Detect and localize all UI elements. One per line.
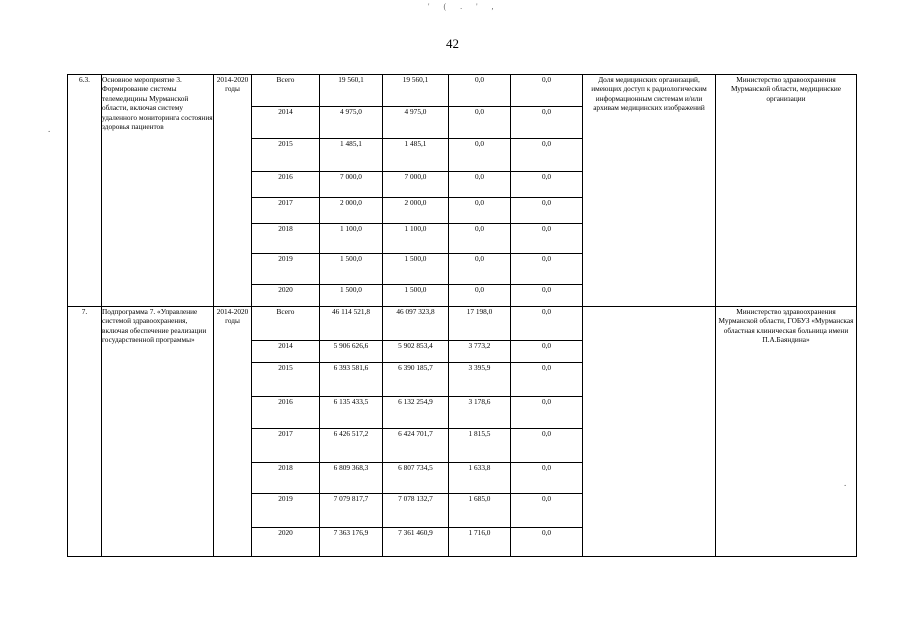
regional-budget-cell: 5 902 853,4 [383, 341, 449, 363]
total-funding-cell: 7 000,0 [320, 172, 383, 198]
year-cell: 2016 [252, 172, 320, 198]
total-funding-cell: 46 114 521,8 [320, 307, 383, 341]
year-cell: 2014 [252, 341, 320, 363]
other-sources-cell: 0,0 [511, 397, 583, 429]
table-row [68, 307, 857, 341]
indicator-cell: Доля медицинских организаций, имеющих доступ к радиологическим информационным системам и/или архивам медицинских изображений [583, 75, 716, 307]
total-funding-cell: 4 975,0 [320, 107, 383, 139]
federal-budget-cell: 1 685,0 [449, 494, 511, 528]
other-sources-cell: 0,0 [511, 198, 583, 224]
other-sources-cell: 0,0 [511, 172, 583, 198]
scan-artifact: ' ( . ' , [428, 2, 500, 11]
total-funding-cell: 19 560,1 [320, 75, 383, 107]
regional-budget-cell: 19 560,1 [383, 75, 449, 107]
year-cell: 2018 [252, 224, 320, 254]
year-cell: 2015 [252, 363, 320, 397]
other-sources-cell: 0,0 [511, 341, 583, 363]
year-cell: Всего [252, 307, 320, 341]
section-number: 6.3. [68, 75, 102, 307]
year-cell: 2018 [252, 463, 320, 494]
regional-budget-cell: 6 390 185,7 [383, 363, 449, 397]
scan-artifact: . [844, 478, 847, 488]
other-sources-cell: 0,0 [511, 429, 583, 463]
federal-budget-cell: 3 773,2 [449, 341, 511, 363]
regional-budget-cell: 6 807 734,5 [383, 463, 449, 494]
federal-budget-cell: 0,0 [449, 75, 511, 107]
year-cell: 2020 [252, 528, 320, 557]
other-sources-cell: 0,0 [511, 285, 583, 307]
other-sources-cell: 0,0 [511, 463, 583, 494]
regional-budget-cell: 46 097 323,8 [383, 307, 449, 341]
regional-budget-cell: 4 975,0 [383, 107, 449, 139]
total-funding-cell: 6 135 433,5 [320, 397, 383, 429]
regional-budget-cell: 2 000,0 [383, 198, 449, 224]
year-cell: 2019 [252, 254, 320, 285]
other-sources-cell: 0,0 [511, 254, 583, 285]
regional-budget-cell: 6 132 254,9 [383, 397, 449, 429]
year-cell: 2014 [252, 107, 320, 139]
other-sources-cell: 0,0 [511, 494, 583, 528]
other-sources-cell: 0,0 [511, 224, 583, 254]
total-funding-cell: 1 500,0 [320, 254, 383, 285]
federal-budget-cell: 3 178,6 [449, 397, 511, 429]
total-funding-cell: 7 079 817,7 [320, 494, 383, 528]
federal-budget-cell: 0,0 [449, 224, 511, 254]
total-funding-cell: 6 809 368,3 [320, 463, 383, 494]
year-cell: 2017 [252, 198, 320, 224]
total-funding-cell: 7 363 176,9 [320, 528, 383, 557]
regional-budget-cell: 1 500,0 [383, 285, 449, 307]
scan-artifact: . [48, 124, 51, 134]
year-cell: 2015 [252, 139, 320, 172]
federal-budget-cell: 1 716,0 [449, 528, 511, 557]
program-table [67, 74, 857, 557]
other-sources-cell: 0,0 [511, 75, 583, 107]
other-sources-cell: 0,0 [511, 528, 583, 557]
year-cell: 2020 [252, 285, 320, 307]
federal-budget-cell: 3 395,9 [449, 363, 511, 397]
section-period: 2014-2020 годы [214, 307, 252, 557]
total-funding-cell: 1 485,1 [320, 139, 383, 172]
total-funding-cell: 6 393 581,6 [320, 363, 383, 397]
federal-budget-cell: 0,0 [449, 285, 511, 307]
regional-budget-cell: 7 361 460,9 [383, 528, 449, 557]
table-row [68, 75, 857, 107]
other-sources-cell: 0,0 [511, 363, 583, 397]
year-cell: 2017 [252, 429, 320, 463]
federal-budget-cell: 0,0 [449, 139, 511, 172]
executor-cell: Министерство здравоохранения Мурманской области, ГОБУЗ «Мурманская областная клиническая больница имени П.А.Баяндина» [716, 307, 857, 557]
other-sources-cell: 0,0 [511, 139, 583, 172]
federal-budget-cell: 0,0 [449, 107, 511, 139]
total-funding-cell: 2 000,0 [320, 198, 383, 224]
other-sources-cell: 0,0 [511, 307, 583, 341]
executor-cell: Министерство здравоохранения Мурманской области, медицинские организации [716, 75, 857, 307]
federal-budget-cell: 17 198,0 [449, 307, 511, 341]
section-number: 7. [68, 307, 102, 557]
total-funding-cell: 1 100,0 [320, 224, 383, 254]
federal-budget-cell: 0,0 [449, 198, 511, 224]
total-funding-cell: 5 906 626,6 [320, 341, 383, 363]
other-sources-cell: 0,0 [511, 107, 583, 139]
section-name: Подпрограмма 7. «Управление системой здравоохранения, включая обеспечение реализации государственной программы» [102, 307, 214, 557]
federal-budget-cell: 1 815,5 [449, 429, 511, 463]
section-name: Основное мероприятие 3. Формирование системы телемедицины Мурманской области, включая систему удаленного мониторинга состояния здоровья пациентов [102, 75, 214, 307]
federal-budget-cell: 1 633,8 [449, 463, 511, 494]
indicator-cell [583, 307, 716, 557]
total-funding-cell: 6 426 517,2 [320, 429, 383, 463]
year-cell: Всего [252, 75, 320, 107]
total-funding-cell: 1 500,0 [320, 285, 383, 307]
year-cell: 2016 [252, 397, 320, 429]
year-cell: 2019 [252, 494, 320, 528]
regional-budget-cell: 6 424 701,7 [383, 429, 449, 463]
federal-budget-cell: 0,0 [449, 254, 511, 285]
section-period: 2014-2020 годы [214, 75, 252, 307]
federal-budget-cell: 0,0 [449, 172, 511, 198]
regional-budget-cell: 7 000,0 [383, 172, 449, 198]
regional-budget-cell: 1 500,0 [383, 254, 449, 285]
regional-budget-cell: 7 078 132,7 [383, 494, 449, 528]
regional-budget-cell: 1 100,0 [383, 224, 449, 254]
regional-budget-cell: 1 485,1 [383, 139, 449, 172]
page-number: 42 [446, 36, 459, 51]
